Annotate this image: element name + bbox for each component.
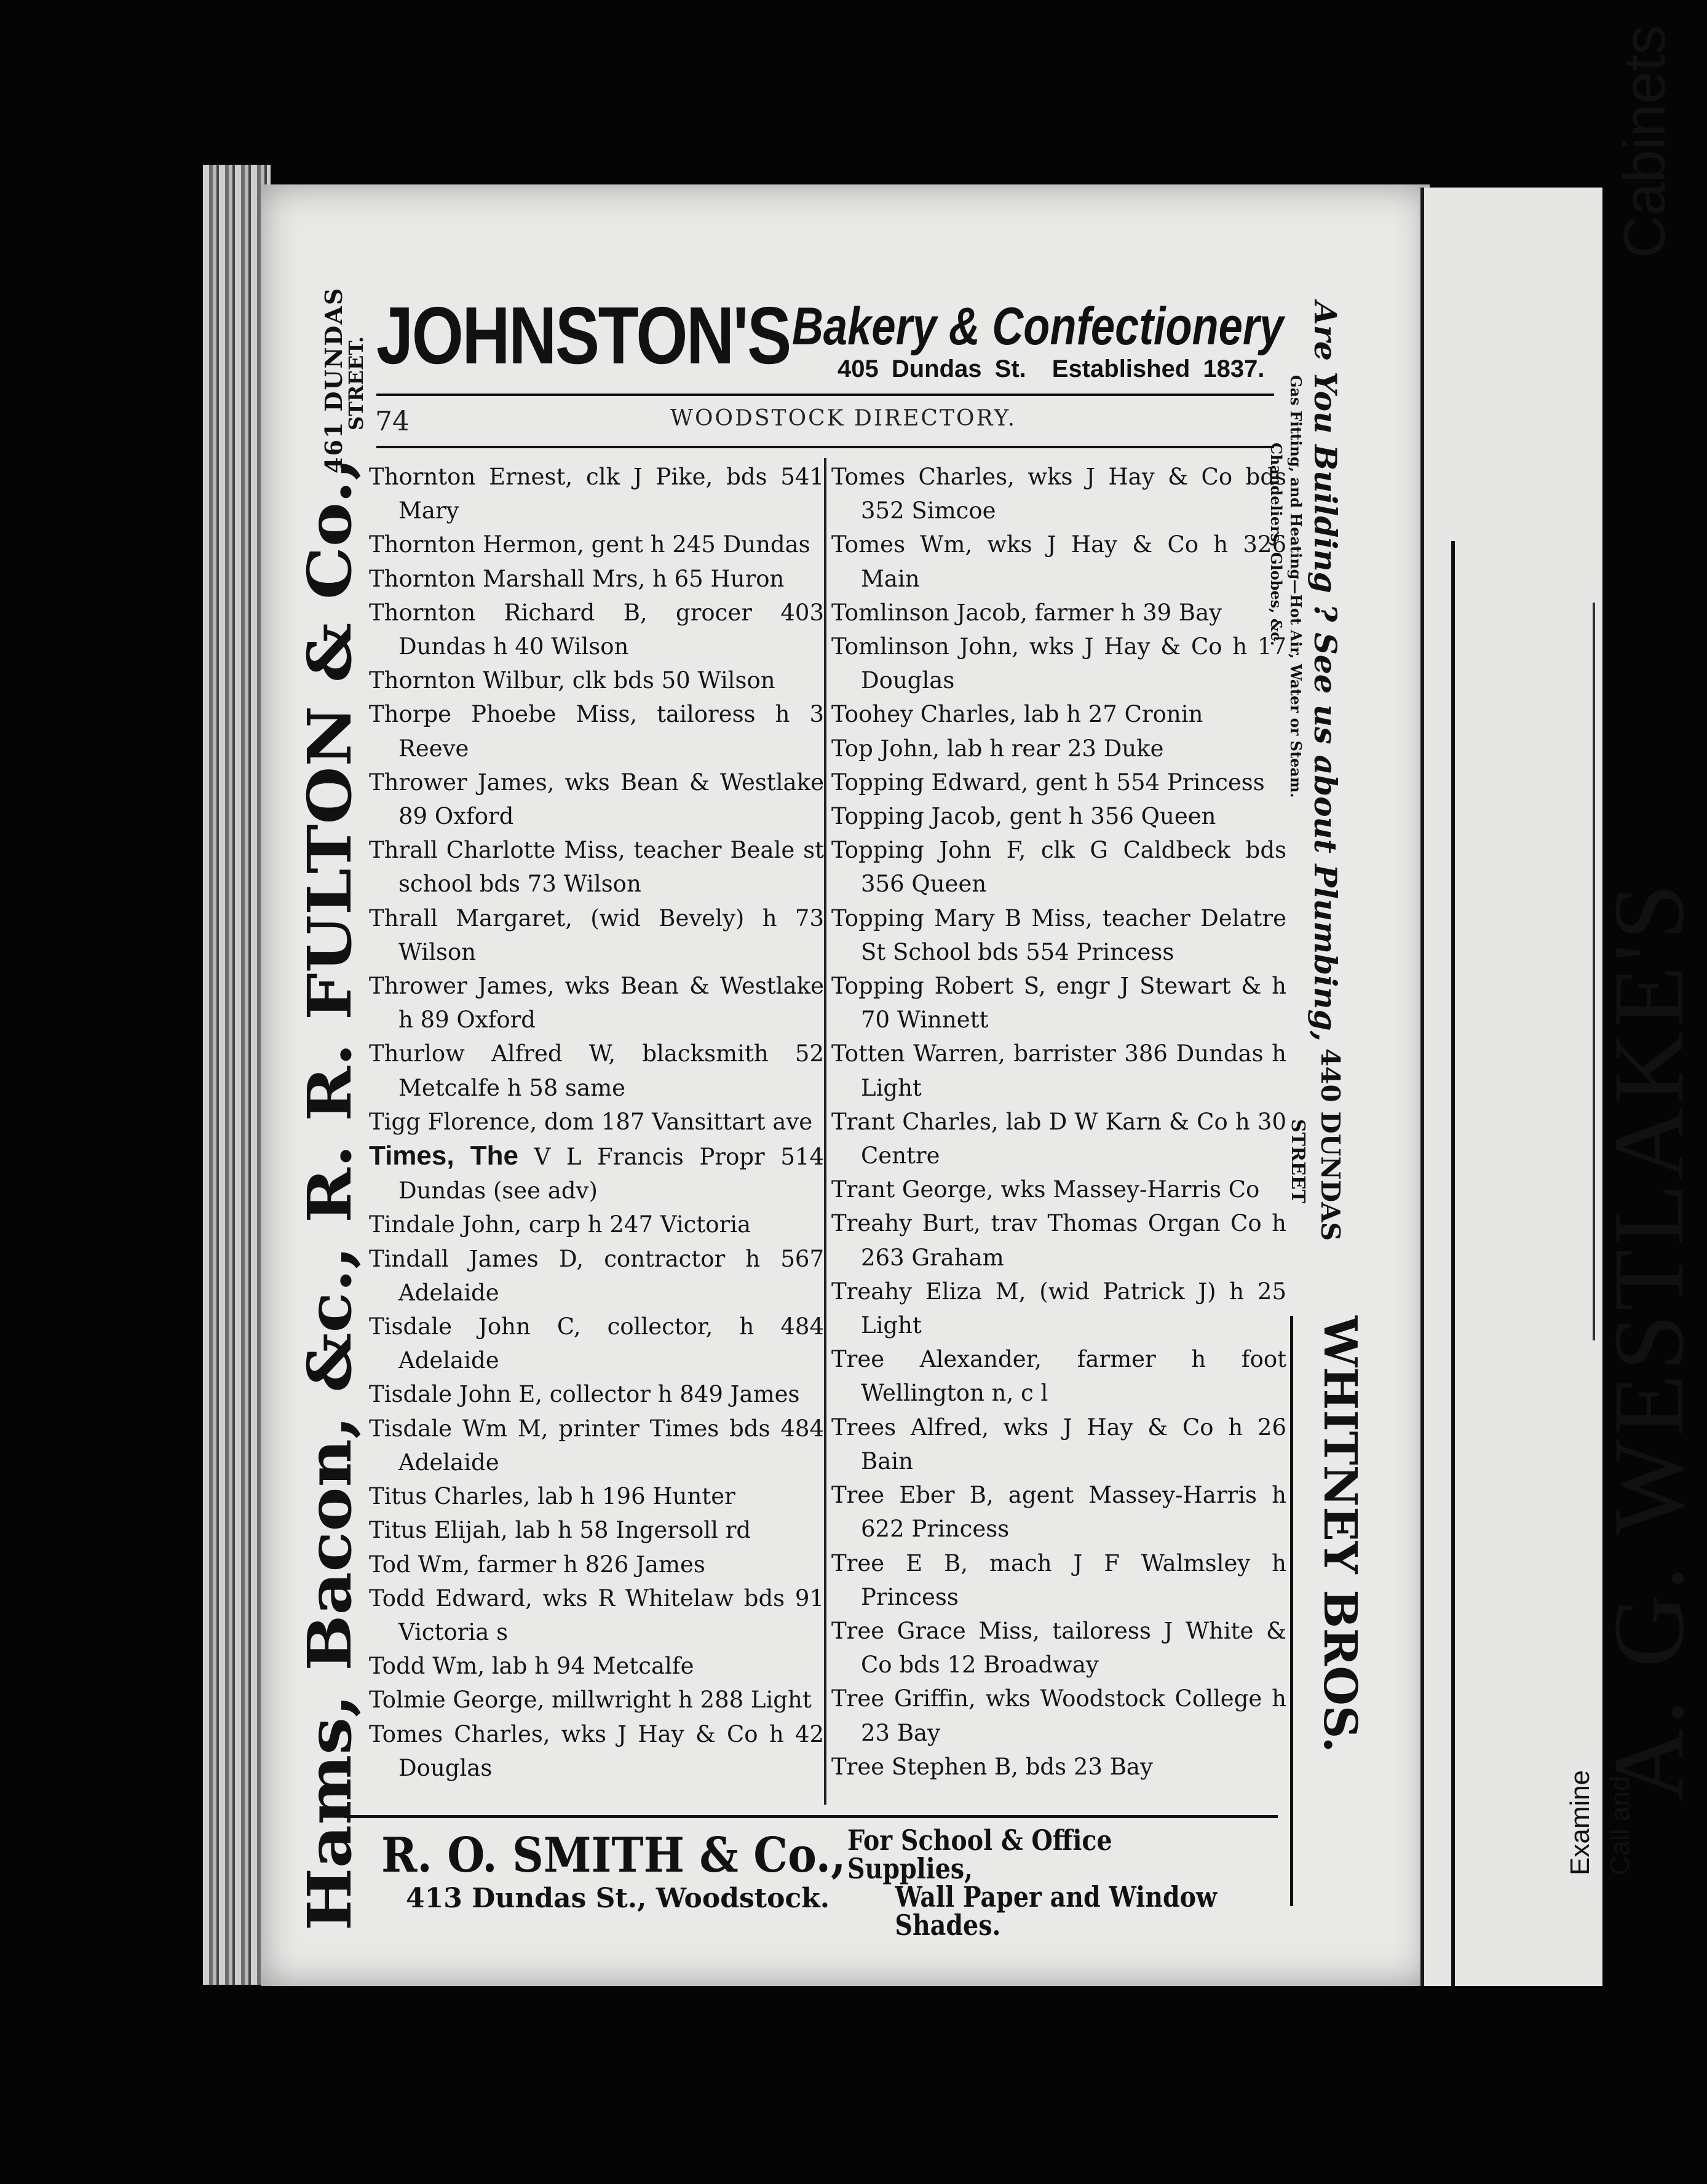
directory-entry: Tisdale John E, collector h 849 James	[369, 1381, 800, 1408]
facing-page-rule	[1451, 541, 1455, 1986]
header-established: Established 1837.	[1052, 355, 1265, 382]
header-address: 405 Dundas St.	[838, 355, 1026, 382]
right-margin-address-street: STREET	[1287, 1119, 1309, 1203]
directory-entry: Tomes Charles, wks J Hay & Co bds 352 Simcoe	[831, 464, 1286, 524]
directory-entry: Todd Wm, lab h 94 Metcalfe	[369, 1653, 694, 1680]
footer-smith-address: 413 Dundas St., Woodstock.	[406, 1883, 830, 1914]
right-margin-whitney-bros: WHITNEY BROS.	[1313, 1316, 1366, 1753]
directory-entry: Tisdale Wm M, printer Times bds 484 Adelaide	[369, 1415, 824, 1476]
directory-entry: Tindall James D, contractor h 567 Adelaide	[369, 1245, 824, 1306]
directory-entry: Thornton Hermon, gent h 245 Dundas	[369, 531, 810, 558]
whitney-rule	[1290, 1316, 1293, 1906]
footer-supplies-line: Shades.	[895, 1909, 1001, 1942]
footer-supplies-ad	[847, 1824, 1218, 1942]
footer-rule	[344, 1815, 1278, 1818]
right-margin-gas-fitting: Gas Fitting, and Heating—Hot Air, Water or Steam.	[1287, 375, 1305, 798]
directory-entry: Tomes Charles, wks J Hay & Co h 42 Douglas	[369, 1720, 824, 1781]
directory-entry: Topping John F, clk G Caldbeck bds 356 Queen	[831, 837, 1286, 898]
directory-entry: Topping Mary B Miss, teacher Delatre St School bds 554 Princess	[831, 904, 1286, 965]
facing-page-cabinets: Cabinets	[1612, 25, 1677, 258]
directory-entry: Totten Warren, barrister 386 Dundas h Light	[831, 1040, 1286, 1101]
running-head: WOODSTOCK DIRECTORY.	[670, 406, 1017, 431]
directory-entry: Tindale John, carp h 247 Victoria	[369, 1211, 751, 1238]
header-business-name: JOHNSTON'S	[376, 290, 790, 381]
directory-entry: Tomlinson Jacob, farmer h 39 Bay	[831, 599, 1222, 626]
right-margin-address-number: 440 DUNDAS	[1315, 1048, 1345, 1241]
facing-page	[1420, 188, 1602, 1986]
directory-entry: Tree Eber B, agent Massey-Harris h 622 Princess	[831, 1482, 1286, 1543]
right-margin-building-ad: Are You Building ? See us about Plumbing,	[1307, 301, 1344, 1042]
facing-page-westlake: A. G. WESTLAKE'S	[1593, 880, 1705, 1802]
directory-entry: Thrall Charlotte Miss, teacher Beale st school bds 73 Wilson	[369, 837, 824, 898]
directory-entry: Tigg Florence, dom 187 Vansittart ave	[369, 1108, 813, 1135]
directory-entry: Tree Stephen B, bds 23 Bay	[831, 1753, 1153, 1780]
header-address-line	[838, 355, 1265, 383]
directory-entry: Thornton Ernest, clk J Pike, bds 541 Mary	[369, 464, 824, 524]
directory-entry: Titus Elijah, lab h 58 Ingersoll rd	[369, 1517, 751, 1544]
left-margin-fulton-street: STREET.	[344, 336, 368, 430]
left-margin-fulton-address: 461 DUNDAS	[320, 287, 347, 473]
directory-entry: Tomes Wm, wks J Hay & Co h 326 Main	[831, 531, 1286, 592]
directory-entry: Trant George, wks Massey-Harris Co	[831, 1176, 1260, 1203]
directory-entry: Thurlow Alfred W, blacksmith 52 Metcalfe h 58 same	[369, 1040, 824, 1101]
running-head-rule	[376, 446, 1274, 448]
directory-entry: Thornton Marshall Mrs, h 65 Huron	[369, 565, 785, 592]
right-margin-chandeliers: Chandeliers, Globes, &c.	[1267, 443, 1285, 646]
directory-entry: Titus Charles, lab h 196 Hunter	[369, 1483, 735, 1510]
directory-entry: Thrower James, wks Bean & Westlake 89 Oxford	[369, 769, 824, 830]
directory-entry: Treahy Eliza M, (wid Patrick J) h 25 Light	[831, 1278, 1286, 1339]
directory-entry-featured: Times, The V L Francis Propr 514 Dundas (see adv)	[369, 1141, 824, 1205]
directory-entry: Tomlinson John, wks J Hay & Co h 17 Douglas	[831, 633, 1286, 694]
footer-supplies-line: For School & Office Supplies,	[847, 1824, 1112, 1885]
page-number: 74	[375, 406, 410, 437]
directory-entry: Tod Wm, farmer h 826 James	[369, 1551, 705, 1578]
directory-entry: Thornton Wilbur, clk bds 50 Wilson	[369, 667, 775, 694]
directory-entry: Topping Robert S, engr J Stewart & h 70 Winnett	[831, 973, 1286, 1034]
directory-entry: Trees Alfred, wks J Hay & Co h 26 Bain	[831, 1414, 1286, 1474]
header-tagline: Bakery & Confectionery	[792, 297, 1284, 356]
book-page-edges	[203, 165, 271, 1985]
footer-smith-name: R. O. SMITH & Co.,	[381, 1827, 846, 1883]
header-rule	[376, 394, 1274, 396]
directory-entry: Todd Edward, wks R Whitelaw bds 91 Victoria s	[369, 1585, 824, 1645]
facing-page-examine: Examine	[1565, 1770, 1595, 1875]
directory-entry: Thornton Richard B, grocer 403 Dundas h 40 Wilson	[369, 599, 824, 660]
footer-supplies-line: Wall Paper and Window	[895, 1880, 1218, 1913]
directory-entry: Thorpe Phoebe Miss, tailoress h 3 Reeve	[369, 701, 824, 762]
entry-bold-name: Times, The	[369, 1141, 518, 1171]
directory-entry: Tree E B, mach J F Walmsley h Princess	[831, 1549, 1286, 1610]
directory-entry: Treahy Burt, trav Thomas Organ Co h 263 Graham	[831, 1210, 1286, 1271]
directory-entry: Topping Jacob, gent h 356 Queen	[831, 803, 1216, 830]
directory-entry: Thrower James, wks Bean & Westlake h 89 Oxford	[369, 973, 824, 1034]
directory-entry: Tree Grace Miss, tailoress J White & Co bds 12 Broadway	[831, 1617, 1286, 1679]
directory-entry: Toohey Charles, lab h 27 Cronin	[831, 701, 1203, 728]
directory-entry: Topping Edward, gent h 554 Princess	[831, 769, 1265, 796]
left-margin-fulton-ad: Hams, Bacon, &c., R. R. FULTON & Co.,	[295, 457, 365, 1931]
directory-entry: Tisdale John C, collector, h 484 Adelaide	[369, 1313, 824, 1374]
directory-entry: Thrall Margaret, (wid Bevely) h 73 Wilson	[369, 904, 824, 965]
facing-page-call: Call and	[1605, 1776, 1635, 1875]
directory-entry: Tree Griffin, wks Woodstock College h 23 Bay	[831, 1685, 1286, 1746]
directory-entry: Tree Alexander, farmer h foot Wellington n, c l	[831, 1346, 1286, 1407]
directory-entry: Top John, lab h rear 23 Duke	[831, 735, 1164, 762]
directory-entry: Trant Charles, lab D W Karn & Co h 30 Centre	[831, 1108, 1286, 1169]
column-divider	[824, 458, 826, 1805]
directory-entry: Tolmie George, millwright h 288 Light	[369, 1687, 812, 1714]
right-column	[831, 460, 1286, 1784]
left-column	[369, 460, 824, 1785]
